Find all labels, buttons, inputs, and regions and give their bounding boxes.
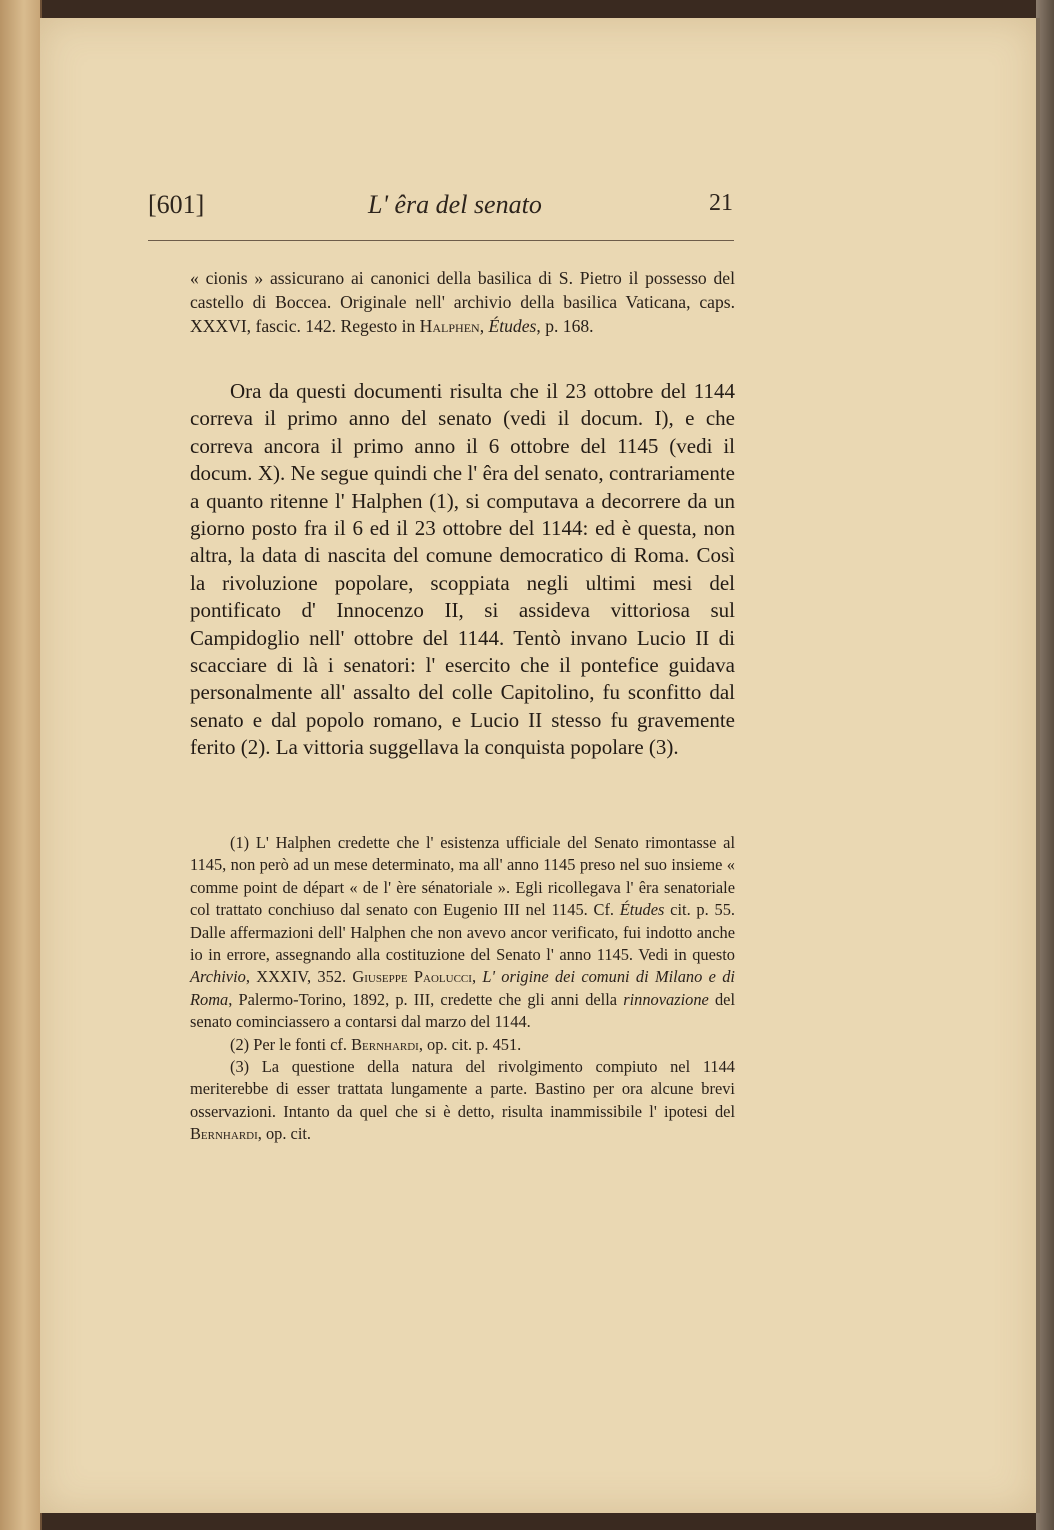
header-rule — [148, 240, 734, 241]
footnotes — [190, 832, 735, 1146]
running-title: L' êra del senato — [368, 190, 542, 219]
page-number: 21 — [709, 190, 733, 216]
footnote-3: (3) La questione della natura del rivolgimento compiuto nel 1144 meriterebbe di esser trattata lungamente a parte. Bastino per ora alcune brevi osservazioni. Intanto da quel che si è detto, risulta inammissibile l' ipotesi del Bernhardi, op. cit. — [190, 1057, 735, 1144]
footnote-continuation — [190, 266, 735, 338]
footnote-2: (2) Per le fonti cf. Bernhardi, op. cit. p. 451. — [230, 1034, 522, 1054]
work-title: Études — [488, 316, 537, 336]
body-paragraph: Ora da questi documenti risulta che il 23 ottobre del 1144 correva il primo anno del senato (vedi il docum. I), e che correva ancora il primo anno il 6 ottobre del 1145 (vedi il docum. X). Ne segue quindi che l' êra del senato, contrariamente a quanto ritenne l' Halphen (1), si computava a decorrere da un giorno posto fra il 6 ed il 23 ottobre del 1144: ed è questa, non altra, la data di nascita del comune democratico di Roma. Così la rivoluzione popolare, scoppiata negli ultimi mesi del pontificato d' Innocenzo II, si assideva vittoriosa sul Campidoglio nell' ottobre del 1144. Tentò invano Lucio II di scacciare di là i senatori: l' esercito che il pontefice guidava personalmente all' assalto del colle Capitolino, fu sconfitto dal senato e dal popolo romano, e Lucio II stesso fu gravemente ferito (2). La vittoria suggellava la conquista popolare (3). — [190, 379, 735, 760]
author-name: Halphen — [419, 316, 480, 336]
footnote-1: (1) L' Halphen credette che l' esistenza ufficiale del Senato rimontasse al 1145, non però ad un mese determinato, ma all' anno 1145 preso nel suo insieme « comme point de départ « de l' ère sénatoriale ». Egli ricollegava l' êra senatoriale col trattato conchiuso dal senato con Eugenio III nel 1145. Cf. Études cit. p. 55. Dalle affermazioni dell' Halphen che non avevo ancor verificato, fui indotto anche io in errore, assegnando alla costituzione del Senato l' anno 1145. Vedi in questo Archivio, XXXIV, 352. Giuseppe Paolucci, L' origine dei comuni di Milano e di Roma, Palermo-Torino, 1892, p. III, credette che gli anni della rinnovazione del senato cominciassero a contarsi dal marzo del 1144. — [190, 833, 735, 1032]
page-reference: [601] — [148, 190, 205, 219]
footnote-continuation-text: « cionis » assicurano ai canonici della basilica di S. Pietro il possesso del castello di Boccea. Originale nell' archivio della basilica Vaticana, caps. XXXVI, fascic. 142. Regesto in Halphen, Études, p. 168. — [190, 268, 735, 336]
book-page — [40, 18, 1040, 1513]
facing-page-edge — [0, 0, 42, 1530]
main-body — [190, 378, 735, 762]
running-header — [148, 190, 733, 230]
